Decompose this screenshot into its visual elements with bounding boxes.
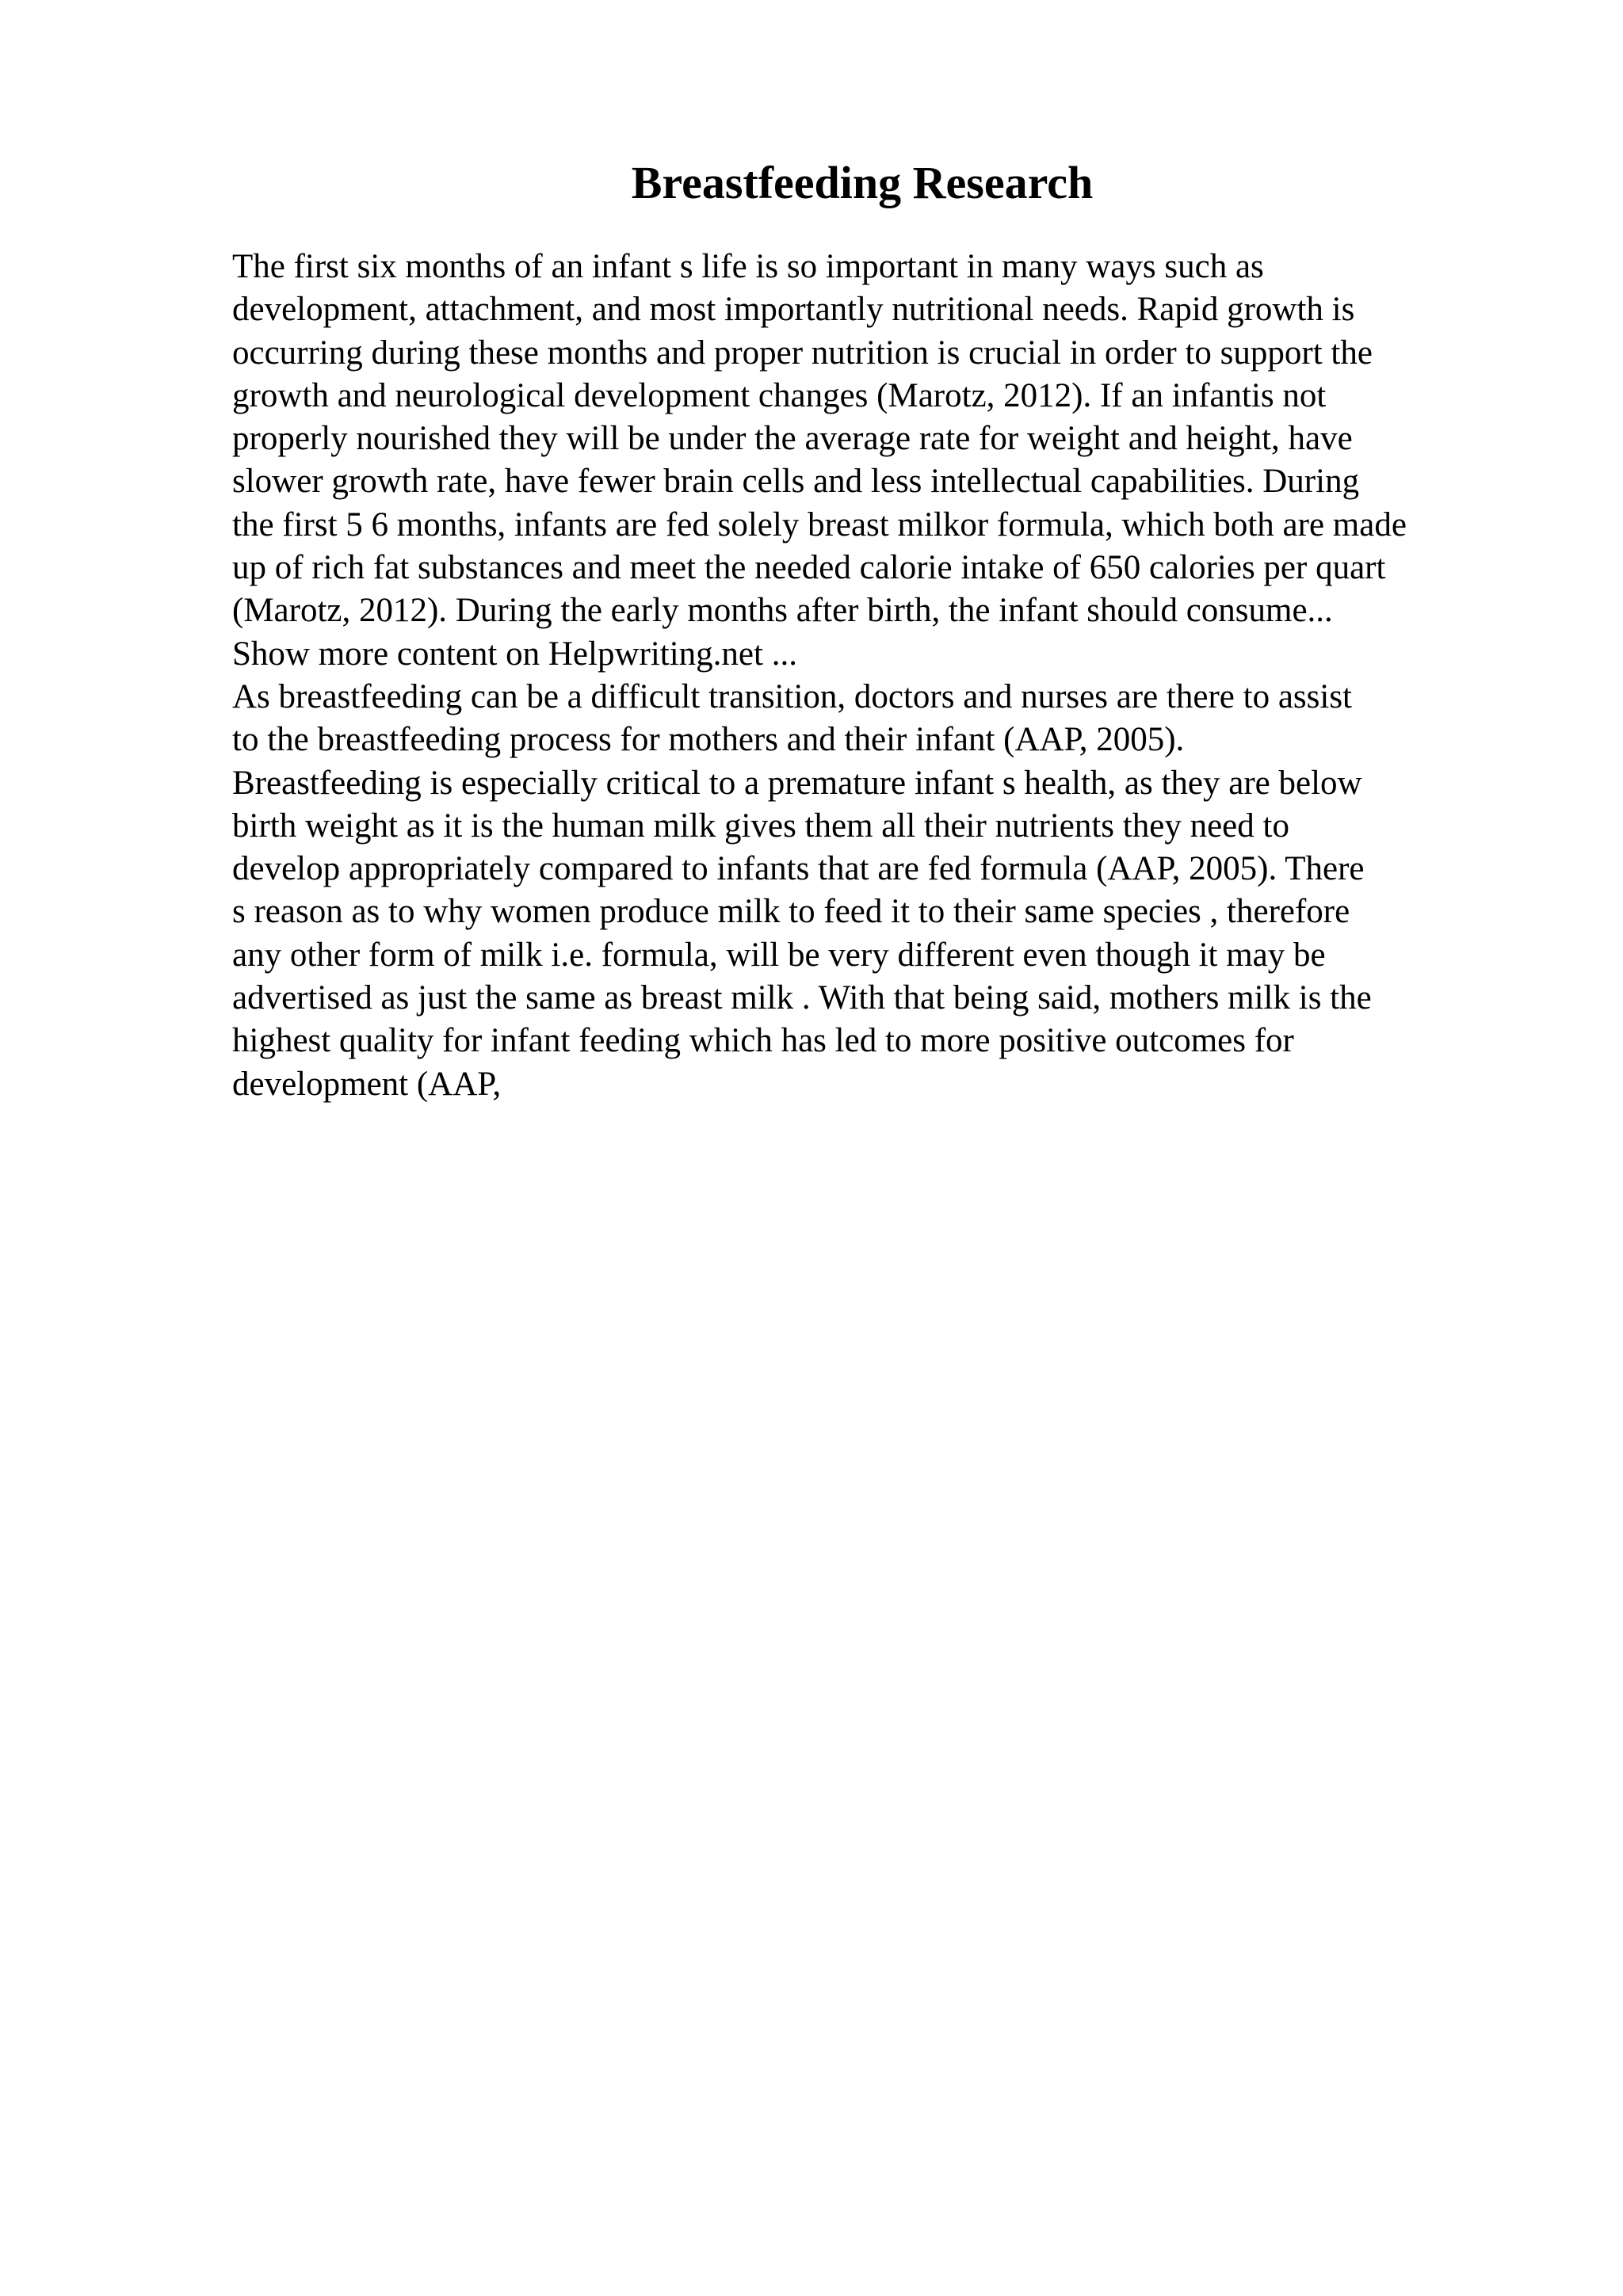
body-line: occurring during these months and proper nutrition is crucial in order to support the xyxy=(232,334,1373,372)
body-line: up of rich fat substances and meet the needed calorie intake of 650 calories per quart xyxy=(232,549,1386,587)
body-line: properly nourished they will be under the average rate for weight and height, have xyxy=(232,420,1353,458)
show-more-content-line: Show more content on Helpwriting.net ... xyxy=(232,635,797,673)
body-line: to the breastfeeding process for mothers and their infant (AAP, 2005). xyxy=(232,721,1185,759)
body-line: slower growth rate, have fewer brain cells and less intellectual capabilities. During xyxy=(232,463,1360,501)
body-line: s reason as to why women produce milk to feed it to their same species , therefore xyxy=(232,893,1350,931)
body-line: birth weight as it is the human milk gives them all their nutrients they need to xyxy=(232,807,1289,845)
body-line: development (AAP, xyxy=(232,1065,502,1103)
body-line: advertised as just the same as breast milk . With that being said, mothers milk is the xyxy=(232,979,1372,1017)
body-line: highest quality for infant feeding which has led to more positive outcomes for xyxy=(232,1022,1294,1060)
body-line: development, attachment, and most importantly nutritional needs. Rapid growth is xyxy=(232,291,1355,329)
body-line: develop appropriately compared to infants that are fed formula (AAP, 2005). There xyxy=(232,850,1365,888)
page-title: Breastfeeding Research xyxy=(631,157,1094,208)
body-line: the first 5 6 months, infants are fed solely breast milkor formula, which both are made xyxy=(232,505,1407,543)
body-line: any other form of milk i.e. formula, will be very different even though it may be xyxy=(232,936,1326,974)
document-body xyxy=(232,246,1516,1106)
body-line: As breastfeeding can be a difficult transition, doctors and nurses are there to assist xyxy=(232,677,1352,715)
body-line: Breastfeeding is especially critical to a premature infant s health, as they are below xyxy=(232,764,1362,802)
body-line: growth and neurological development changes (Marotz, 2012). If an infantis not xyxy=(232,376,1327,414)
body-line: The first six months of an infant s life is so important in many ways such as xyxy=(232,248,1264,285)
body-line: (Marotz, 2012). During the early months after birth, the infant should consume... xyxy=(232,592,1333,630)
